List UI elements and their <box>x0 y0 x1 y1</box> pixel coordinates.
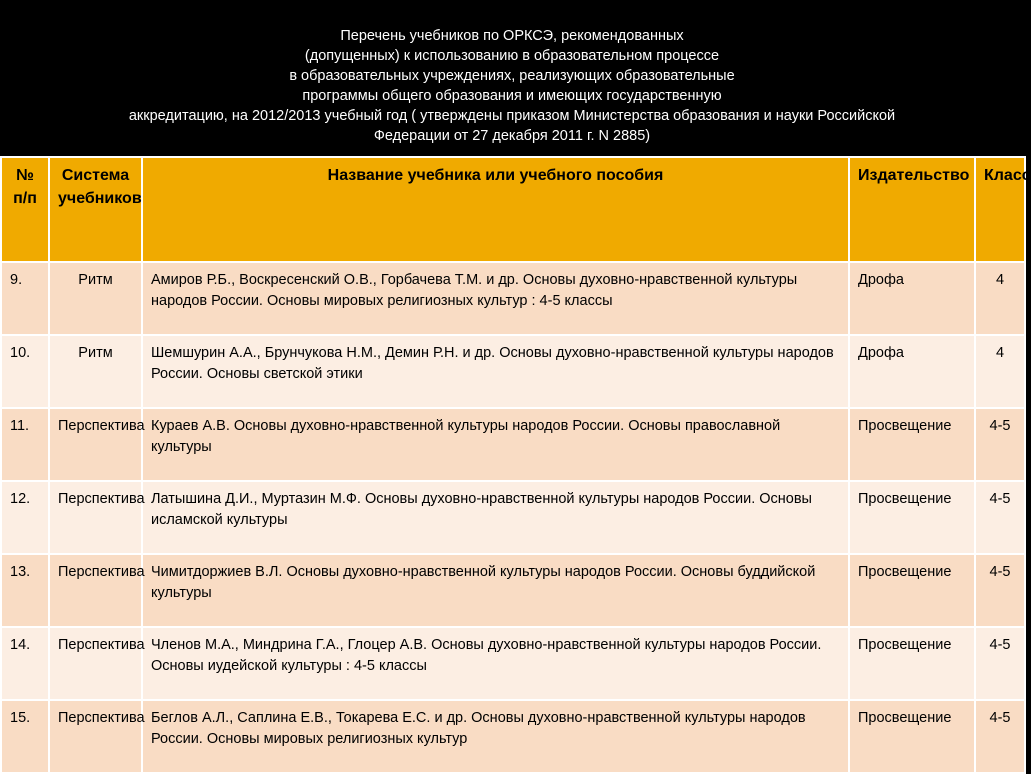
cell-grade: 4 <box>975 335 1025 408</box>
header-system: Система учебников <box>49 157 142 262</box>
title-line: Федерации от 27 декабря 2011 г. N 2885) <box>373 128 651 144</box>
cell-num: 14. <box>1 627 49 700</box>
table-row <box>1 481 1025 554</box>
cell-system: Перспектива <box>49 627 142 700</box>
title-line: программы общего образования и имеющих государственную <box>302 88 722 104</box>
cell-system: Ритм <box>49 262 142 335</box>
cell-title: Членов М.А., Миндрина Г.А., Глоцер А.В. Основы духовно-нравственной культуры народов России. Основы иудейской культуры : 4-5 классы <box>142 627 849 700</box>
cell-grade: 4-5 <box>975 554 1025 627</box>
cell-publisher: Просвещение <box>849 627 975 700</box>
cell-system: Перспектива <box>49 554 142 627</box>
cell-publisher: Просвещение <box>849 481 975 554</box>
cell-grade: 4-5 <box>975 627 1025 700</box>
cell-system: Перспектива <box>49 481 142 554</box>
cell-grade: 4 <box>975 262 1025 335</box>
table-row <box>1 335 1025 408</box>
cell-num: 11. <box>1 408 49 481</box>
cell-num: 10. <box>1 335 49 408</box>
cell-title: Шемшурин А.А., Брунчукова Н.М., Демин Р.Н. и др. Основы духовно-нравственной культуры народов России. Основы светской этики <box>142 335 849 408</box>
table-row <box>1 554 1025 627</box>
cell-grade: 4-5 <box>975 481 1025 554</box>
title-line: в образовательных учреждениях, реализующих образовательные <box>289 68 735 84</box>
table-row <box>1 262 1025 335</box>
cell-publisher: Дрофа <box>849 335 975 408</box>
cell-publisher: Просвещение <box>849 408 975 481</box>
table-row <box>1 408 1025 481</box>
cell-system: Ритм <box>49 335 142 408</box>
title-line: (допущенных) к использованию в образовательном процессе <box>304 48 720 64</box>
header-name: Название учебника или учебного пособия <box>142 157 849 262</box>
cell-grade: 4-5 <box>975 408 1025 481</box>
cell-num: 13. <box>1 554 49 627</box>
cell-title: Кураев А.В. Основы духовно-нравственной культуры народов России. Основы православной культуры <box>142 408 849 481</box>
header-grade: Класс <box>975 157 1025 262</box>
header-publisher: Издательство <box>849 157 975 262</box>
cell-num: 9. <box>1 262 49 335</box>
cell-publisher: Просвещение <box>849 554 975 627</box>
cell-title: Беглов А.Л., Саплина Е.В., Токарева Е.С. и др. Основы духовно-нравственной культуры народов России. Основы мировых религиозных культур <box>142 700 849 773</box>
cell-publisher: Просвещение <box>849 700 975 773</box>
textbook-table <box>0 156 1031 774</box>
cell-num: 15. <box>1 700 49 773</box>
cell-title: Латышина Д.И., Муртазин М.Ф. Основы духовно-нравственной культуры народов России. Основы исламской культуры <box>142 481 849 554</box>
table-row <box>1 627 1025 700</box>
header-num: № п/п <box>1 157 49 262</box>
title-line: Перечень учебников по ОРКСЭ, рекомендованных <box>340 28 684 44</box>
cell-publisher: Дрофа <box>849 262 975 335</box>
title-line: аккредитацию, на 2012/2013 учебный год ( утверждены приказом Министерства образования и науки Российской <box>128 108 896 124</box>
slide-title <box>0 26 1024 146</box>
cell-grade: 4-5 <box>975 700 1025 773</box>
table-header-row <box>1 157 1025 262</box>
cell-num: 12. <box>1 481 49 554</box>
cell-system: Перспектива <box>49 408 142 481</box>
cell-title: Амиров Р.Б., Воскресенский О.В., Горбачева Т.М. и др. Основы духовно-нравственной культуры народов России. Основы мировых религиозных культур : 4-5 классы <box>142 262 849 335</box>
cell-title: Чимитдоржиев В.Л. Основы духовно-нравственной культуры народов России. Основы буддийской культуры <box>142 554 849 627</box>
table-row <box>1 700 1025 773</box>
cell-system: Перспектива <box>49 700 142 773</box>
